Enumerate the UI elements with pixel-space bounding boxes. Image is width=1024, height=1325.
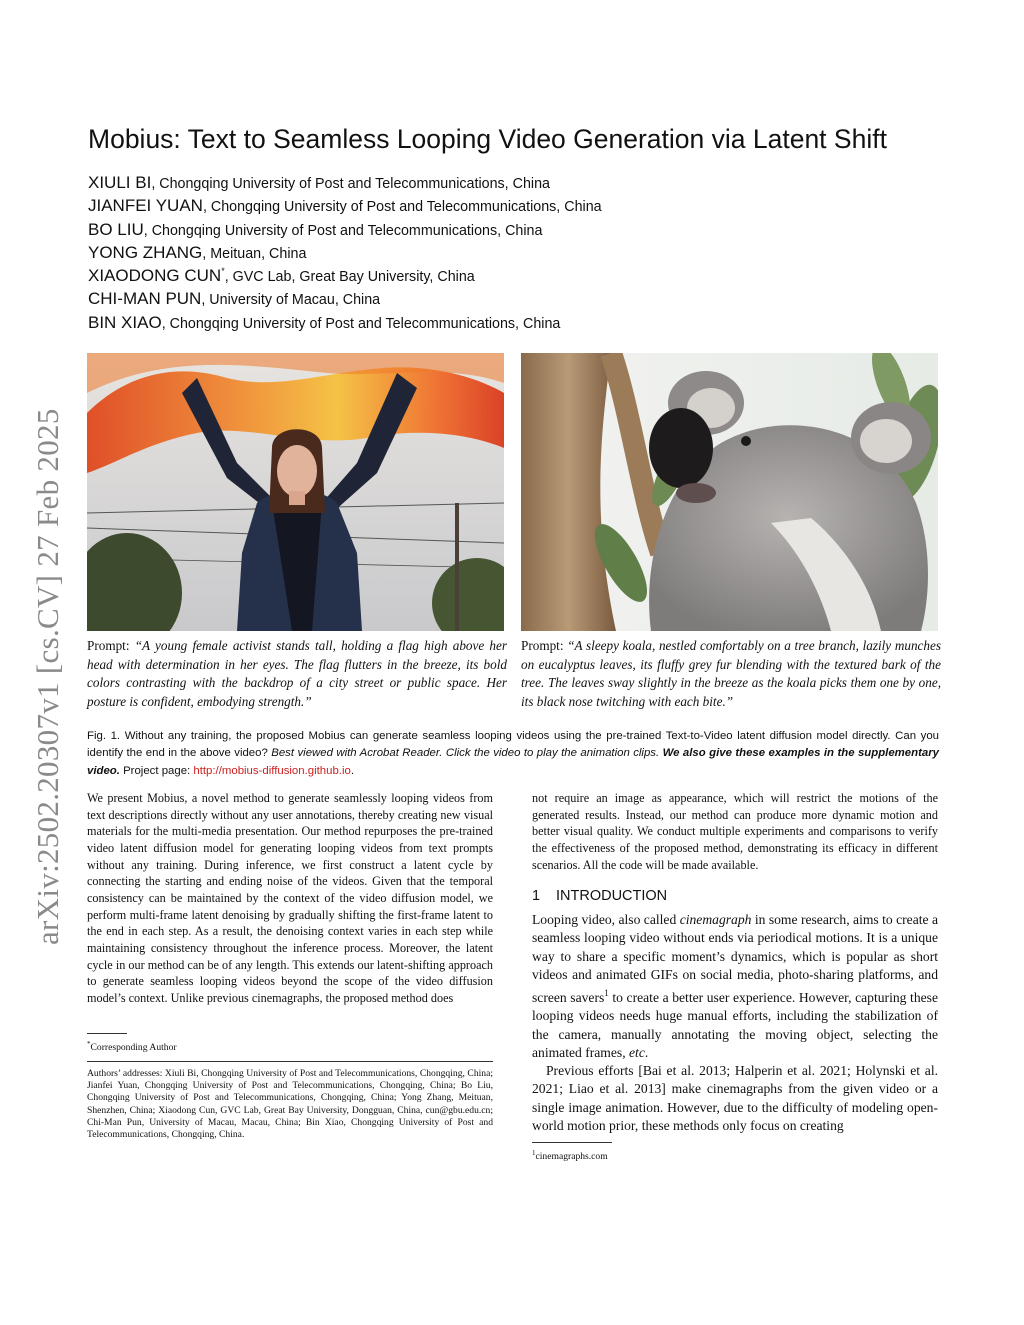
author-entry [88,289,968,312]
abstract-right-column: not require an image as appearance, which will restrict the motions of the generated results. Instead, our method can produce more dynamic motion and better visual quality. We conduct multiple experiments and comparisons to verify the effectiveness of the proposed method, demonstrating its efficacy in different scenarios. All the code will be made available. [532,791,938,872]
koala-video[interactable] [521,353,938,631]
activist-illustration [87,353,504,631]
prompt-label: Prompt: [521,638,568,653]
author-name: BO LIU [88,219,144,239]
footnote-divider [87,1033,127,1034]
figure-caption: Fig. 1. Without any training, the proposed Mobius can generate seamless looping videos using the pre-trained Text-to-Video latent diffusion model directly. Can you identify the end in the above video? Best viewed with Acrobat Reader. Click the video to play the animation clips. We also give these examples in the supplementary video. Project page: http://mobius-diffusion.github.io. [87,730,939,777]
author-name: JIANFEI YUAN [88,196,203,216]
author-affiliation: , University of Macau, China [201,292,381,309]
author-name: YONG ZHANG [88,242,203,262]
corresponding-mark: * [221,266,225,277]
author-list [88,173,968,336]
author-entry [88,173,968,196]
author-addresses: Authors’ addresses: Xiuli Bi, Chongqing University of Post and Telecommunications, Chongqing, China; Jianfei Yuan, Chongqing University of Post and Telecommunications, Chongqing, China; Bo Liu, Chongqing University of Post and Telecommunications, Chongqing, China; Yong Zhang, Meituan, Shenzhen, China; Xiaodong Cun, GVC Lab, Great Bay University, Dongguan, China, cun@gbu.edu.cn; Chi-Man Pun, University of Macau, Macau, China; Bin Xiao, Chongqing University of Post and Telecommunications, Chongqing, China. [87,1068,493,1141]
intro-paragraph: Looping video, also called cinemagraph in some research, aims to create a seamless looping video without ends via periodical motions. It is a unique way to share a specific moment’s dynamics, which is popular as short videos and animated GIFs on social media, photo-sharing platforms, and screen savers$^1$ to create a better user experience. However, capturing these looping videos needs huge manual efforts, including the stabilization of the camera, manually annotating the moving object, selecting the animated frames, etc. [532,912,939,1060]
right-video-prompt [521,637,941,711]
website-footnote: $^1$cinemagraphs.com [532,1149,608,1162]
address-divider [87,1061,493,1062]
introduction-body [532,911,938,1135]
author-entry [88,220,968,243]
author-entry [88,196,968,219]
author-affiliation: , Chongqing University of Post and Telecommunications, China [151,176,550,192]
paper-title: Mobius: Text to Seamless Looping Video Generation via Latent Shift [88,124,887,154]
prompt-text: “A sleepy koala, nestled comfortably on a tree branch, lazily munches on eucalyptus leaves, its fluffy grey fur blending with the textured bark of the tree. The leaves sway slightly in the breeze as the koala picks them one by one, its black nose twitching with each bite.” [521,638,941,709]
author-entry [88,243,968,266]
koala-illustration [521,353,938,631]
prompt-text: “A young female activist stands tall, holding a flag high above her head with determination in her eyes. The flag flutters in the breeze, its bold colors contrasting with the backdrop of a city street or public space. Her posture is confident, embodying strength.” [87,638,507,709]
footnote-divider [532,1142,612,1143]
author-entry [88,266,968,289]
author-entry [88,313,968,336]
left-video-prompt [87,637,507,711]
author-affiliation: , Chongqing University of Post and Telecommunications, China [143,222,543,239]
section-heading-introduction: 1 INTRODUCTION [532,888,668,904]
author-affiliation: , Meituan, China [202,245,307,262]
author-affiliation: , Chongqing University of Post and Telecommunications, China [202,199,602,216]
author-name: BIN XIAO [88,312,162,332]
arxiv-identifier: arXiv:2502.20307v1 [cs.CV] 27 Feb 2025 [30,408,65,945]
author-name: CHI-MAN PUN [88,289,202,309]
author-name: XIULI BI [88,173,152,192]
footnote-ref[interactable]: 1 [604,988,609,998]
author-affiliation: , GVC Lab, Great Bay University, China [224,269,475,286]
project-page-link[interactable]: http://mobius-diffusion.github.io [193,764,351,777]
prompt-label: Prompt: [87,638,135,653]
author-affiliation: , Chongqing University of Post and Telecommunications, China [161,315,561,332]
abstract-left-column: We present Mobius, a novel method to generate seamlessly looping videos from text descriptions directly without any user annotations, thereby creating new visual materials for the multi-media presentation. Our method repurposes the pre-trained video latent diffusion model for generating looping videos from text prompts without any training. During inference, we first construct a latent cycle by connecting the starting and ending noise of the videos. Given that the temporal consistency can be maintained by the context of the video diffusion model, we perform multi-frame latent denoising by gradually shifting the first-frame latent to the end in each step. As a result, the denoising context varies in each step while maintaining consistency throughout the inference process. Moreover, the latent cycle in our method can be of any length. This extends our latent-shifting approach to generate seamless looping videos beyond the scope of the video diffusion model’s context. Unlike previous cinemagraphs, the proposed method does [87,791,493,1005]
intro-paragraph: Previous efforts [Bai et al. 2013; Halperin et al. 2021; Holynski et al. 2021; Liao et al. 2013] make cinemagraphs from the given video or a single image animation. However, due to the difficulty of modeling open-world motion prior, these methods only focus on creating [532,1063,938,1133]
activist-video[interactable] [87,353,504,631]
corresponding-author-note: *Corresponding Author [87,1040,177,1053]
author-name: XIAODONG CUN* [88,266,225,286]
